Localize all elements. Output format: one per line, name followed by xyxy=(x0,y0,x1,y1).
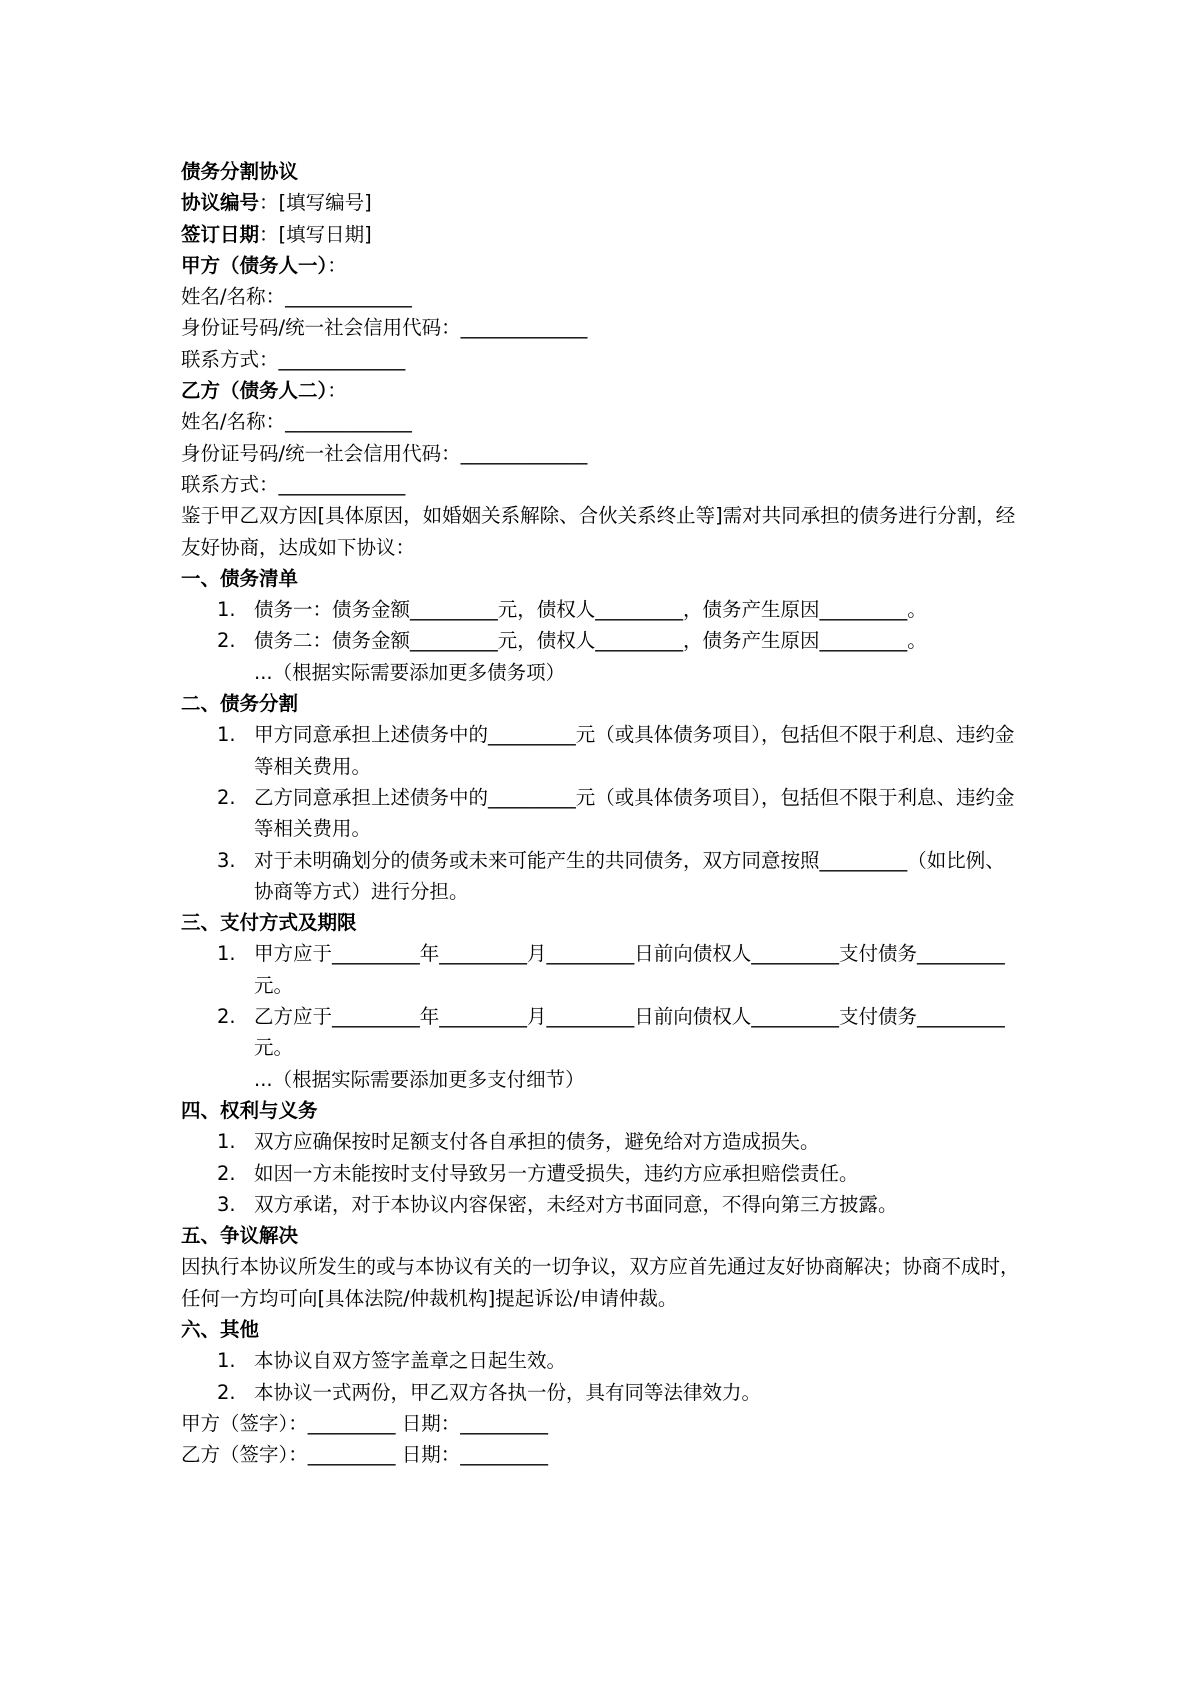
party-a-contact: 联系方式：_____________ xyxy=(181,347,406,371)
item-text: 乙方同意承担上述债务中的_________元（或具体债务项目），包括但不限于利息、违约金等相关费用。 xyxy=(254,785,1015,841)
list-item xyxy=(181,625,1021,656)
sign-date-value: ：[填写日期] xyxy=(259,222,372,246)
list-item xyxy=(181,1001,1021,1064)
party-a-name: 姓名/名称：_____________ xyxy=(181,285,412,309)
section-3-note: ...（根据实际需要添加更多支付细节） xyxy=(254,1067,585,1091)
party-b-contact: 联系方式：_____________ xyxy=(181,472,406,496)
preamble: 鉴于甲乙双方因[具体原因，如婚姻关系解除、合伙关系终止等]需对共同承担的债务进行分割，经友好协商，达成如下协议： xyxy=(181,504,1016,559)
agreement-number-value: ：[填写编号] xyxy=(259,191,372,215)
party-a-colon: ： xyxy=(327,253,347,277)
section-3-heading: 三、支付方式及期限 xyxy=(181,911,357,935)
list-item xyxy=(181,938,1021,1001)
item-text: 债务一：债务金额_________元，债权人_________，债务产生原因_________。 xyxy=(254,598,927,622)
list-item xyxy=(181,1158,1021,1189)
item-text: 乙方应于_________年_________月_________日前向债权人_________支付债务_________元。 xyxy=(254,1005,1005,1060)
section-1-note: ...（根据实际需要添加更多债务项） xyxy=(254,660,566,684)
list-item xyxy=(181,845,1021,908)
item-number: 2. xyxy=(217,1005,236,1029)
agreement-number-label: 协议编号 xyxy=(181,191,260,215)
item-text: 本协议自双方签字盖章之日起生效。 xyxy=(254,1349,567,1373)
list-item xyxy=(181,719,1021,782)
sign-date xyxy=(181,219,1021,250)
item-number: 1. xyxy=(217,1130,236,1154)
item-number: 2. xyxy=(217,785,236,809)
item-number: 1. xyxy=(217,1349,236,1373)
party-b-signature-line: 乙方（签字）：_________ 日期：_________ xyxy=(181,1443,548,1467)
party-a-heading-text: 甲方（债务人一） xyxy=(181,253,328,277)
list-item xyxy=(181,1126,1021,1157)
list-item xyxy=(181,782,1021,845)
party-a-heading xyxy=(181,250,1021,281)
item-text: 甲方应于_________年_________月_________日前向债权人_________支付债务_________元。 xyxy=(254,942,1005,997)
document-title: 债务分割协议 xyxy=(181,160,299,183)
party-b-heading xyxy=(181,375,1021,406)
item-number: 3. xyxy=(217,848,236,872)
sign-date-label: 签订日期 xyxy=(181,222,260,246)
item-number: 2. xyxy=(217,1161,236,1185)
item-text: 甲方同意承担上述债务中的_________元（或具体债务项目），包括但不限于利息、违约金等相关费用。 xyxy=(254,723,1015,778)
item-number: 2. xyxy=(217,1380,236,1404)
document-body xyxy=(181,156,1021,1470)
section-6-heading: 六、其他 xyxy=(181,1317,260,1341)
item-text: 对于未明确划分的债务或未来可能产生的共同债务，双方同意按照_________（如比例、协商等方式）进行分担。 xyxy=(254,848,1005,903)
list-item xyxy=(181,594,1021,625)
party-a-signature-line: 甲方（签字）：_________ 日期：_________ xyxy=(181,1411,548,1435)
item-number: 3. xyxy=(217,1192,236,1216)
item-text: 双方应确保按时足额支付各自承担的债务，避免给对方造成损失。 xyxy=(254,1130,820,1154)
section-5-heading: 五、争议解决 xyxy=(181,1224,299,1248)
section-2-heading: 二、债务分割 xyxy=(181,692,299,716)
item-text: 如因一方未能按时支付导致另一方遭受损失，违约方应承担赔偿责任。 xyxy=(254,1161,859,1185)
party-b-colon: ： xyxy=(327,379,347,403)
list-item xyxy=(181,1377,1021,1408)
section-4-heading: 四、权利与义务 xyxy=(181,1098,318,1122)
list-item xyxy=(181,1189,1021,1220)
item-number: 1. xyxy=(217,723,236,747)
party-a-id: 身份证号码/统一社会信用代码：_____________ xyxy=(181,316,588,340)
party-b-name: 姓名/名称：_____________ xyxy=(181,410,412,434)
item-text: 债务二：债务金额_________元，债权人_________，债务产生原因_________。 xyxy=(254,629,927,653)
section-5-text: 因执行本协议所发生的或与本协议有关的一切争议，双方应首先通过友好协商解决；协商不成时，任何一方均可向[具体法院/仲裁机构]提起诉讼/申请仲裁。 xyxy=(181,1255,1020,1310)
item-text: 本协议一式两份，甲乙双方各执一份，具有同等法律效力。 xyxy=(254,1380,762,1404)
agreement-number xyxy=(181,187,1021,218)
section-1-heading: 一、债务清单 xyxy=(181,566,299,590)
party-b-id: 身份证号码/统一社会信用代码：_____________ xyxy=(181,441,588,465)
item-number: 1. xyxy=(217,942,236,966)
item-number: 1. xyxy=(217,598,236,622)
item-text: 双方承诺，对于本协议内容保密，未经对方书面同意，不得向第三方披露。 xyxy=(254,1192,898,1216)
list-item xyxy=(181,1345,1021,1376)
item-number: 2. xyxy=(217,629,236,653)
party-b-heading-text: 乙方（债务人二） xyxy=(181,379,328,403)
